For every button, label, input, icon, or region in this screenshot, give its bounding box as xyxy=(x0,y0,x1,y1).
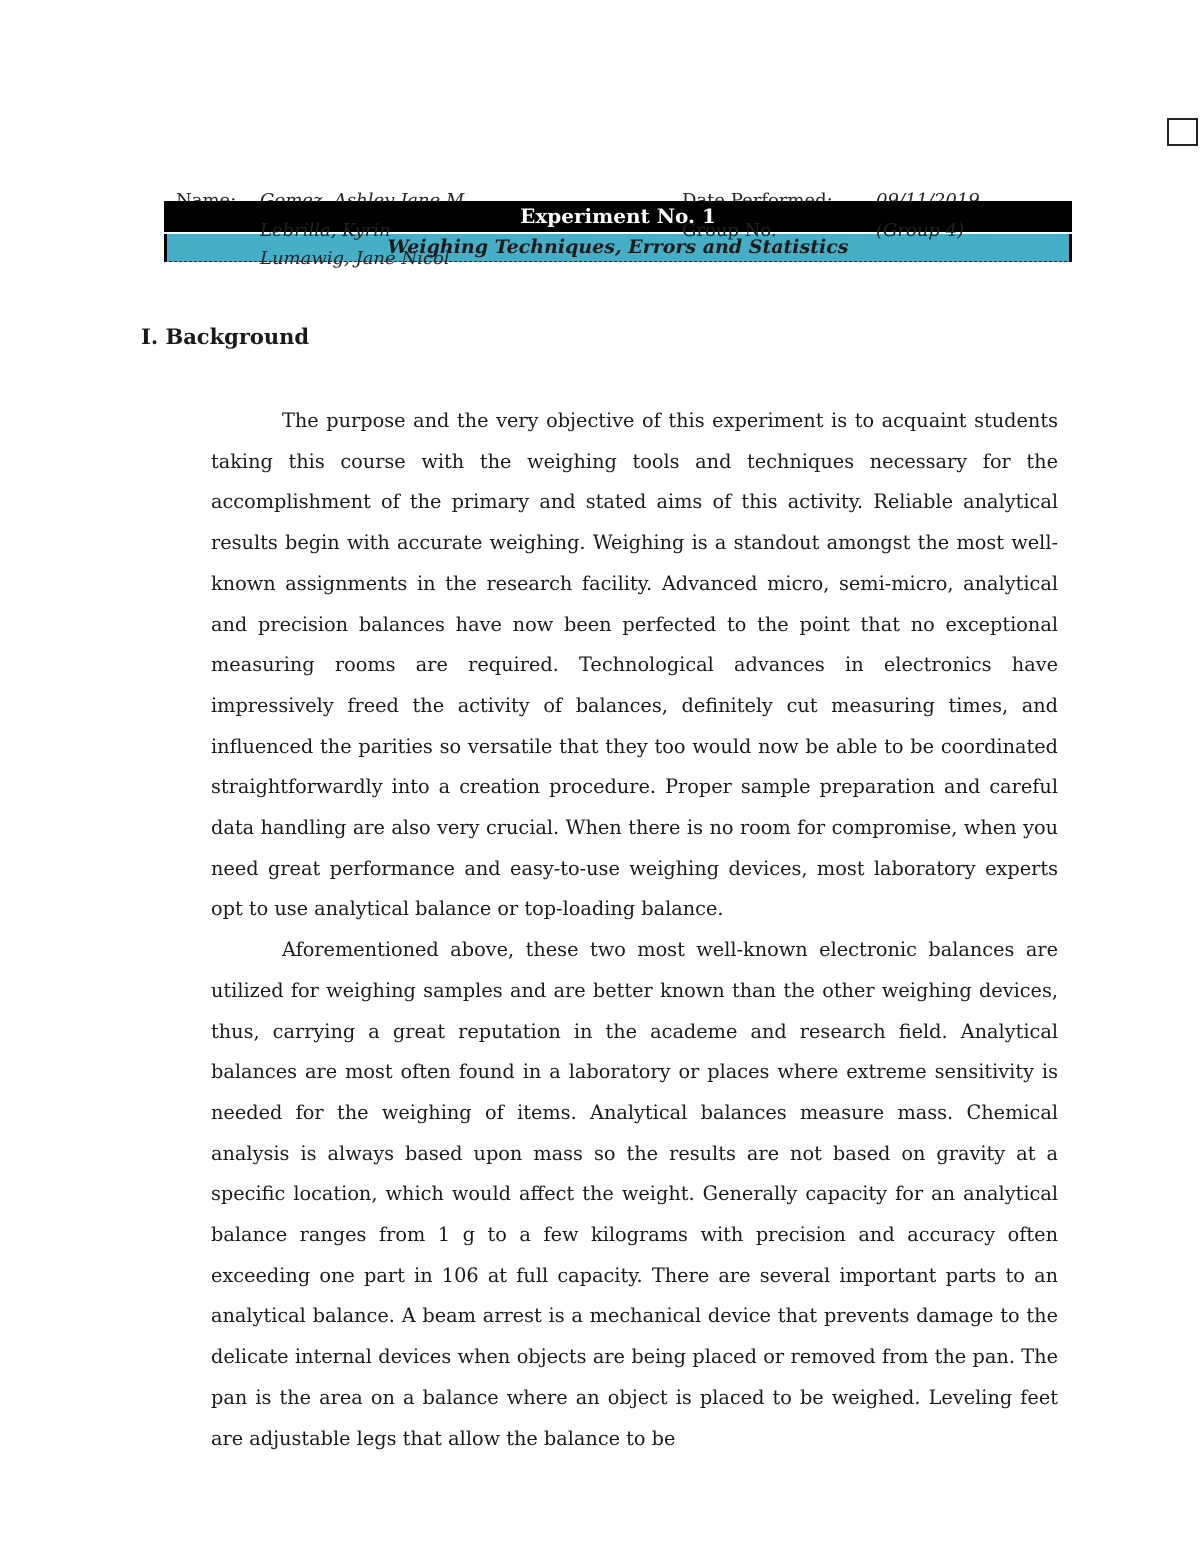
paragraph: The purpose and the very objective of this experiment is to acquaint students taking this course with the weighing tools and techniques necessary for the accomplishment of the primary and stated aims of this activity. Reliable analytical results begin with accurate weighing. Weighing is a standout amongst the most well-known assignments in the research facility. Advanced micro, semi-micro, analytical and precision balances have now been perfected to the point that no exceptional measuring rooms are required. Technological advances in electronics have impressively freed the activity of balances, definitely cut measuring times, and influenced the parities so versatile that they too would now be able to be coordinated straightforwardly into a creation procedure. Proper sample preparation and careful data handling are also very crucial. When there is no room for compromise, when you need great performance and easy-to-use weighing devices, most laboratory experts opt to use analytical balance or top-loading balance. xyxy=(211,409,1058,921)
paragraph: Aforementioned above, these two most well-known electronic balances are utilized for weighing samples and are better known than the other weighing devices, thus, carrying a great reputation in the academe and research field. Analytical balances are most often found in a laboratory or places where extreme sensitivity is needed for the weighing of items. Analytical balances measure mass. Chemical analysis is always based upon mass so the results are not based on gravity at a specific location, which would affect the weight. Generally capacity for an analytical balance ranges from 1 g to a few kilograms with precision and accuracy often exceeding one part in 106 at full capacity. There are several important parts to an analytical balance. A beam arrest is a mechanical device that prevents damage to the delicate internal devices when objects are being placed or removed from the pan. The pan is the area on a balance where an object is placed to be weighed. Leveling feet are adjustable legs that allow the balance to be xyxy=(211,938,1058,1450)
background-body xyxy=(211,401,1058,1459)
student-name-3: Lumawig, Jane Nicol xyxy=(260,248,450,269)
section-heading: I. Background xyxy=(141,324,310,349)
group-label: Group No. xyxy=(682,220,777,241)
experiment-title: Experiment No. 1 xyxy=(520,204,716,228)
experiment-subtitle: Weighing Techniques, Errors and Statistics xyxy=(387,236,849,258)
corner-checkbox xyxy=(1167,118,1198,146)
group-value: (Group 4) xyxy=(876,220,965,241)
student-name-2: Lebrilla, Kyrin xyxy=(260,220,391,241)
